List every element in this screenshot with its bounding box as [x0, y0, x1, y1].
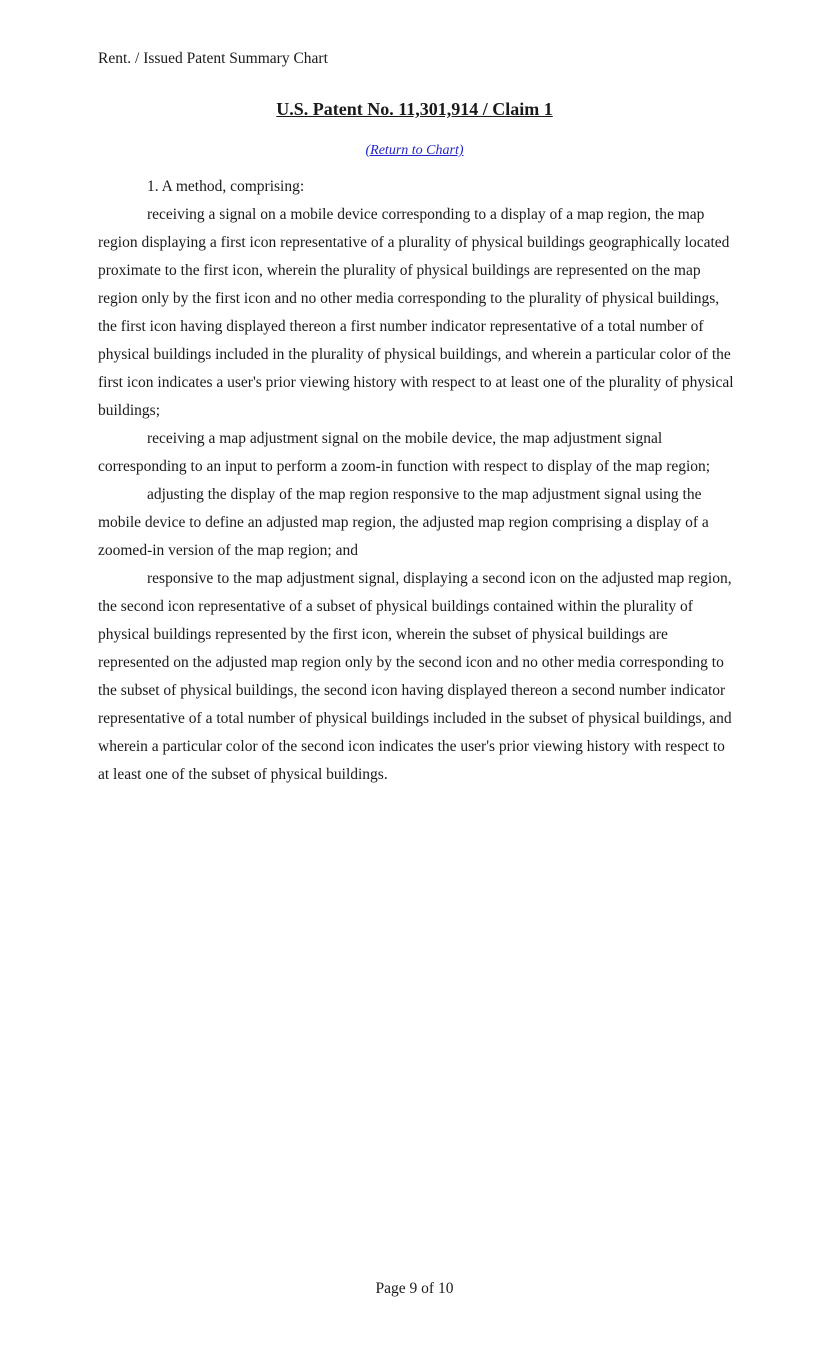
return-to-chart-link[interactable]: (Return to Chart) — [365, 143, 464, 158]
claim-element: responsive to the map adjustment signal, displaying a second icon on the adjusted map region, the second icon representative of a subset of physical buildings contained within the plurality of physical buildings represented by the first icon, wherein the subset of physical buildings are represented on the adjusted map region only by the second icon and no other media corresponding to the subset of physical buildings, the second icon having displayed thereon a second number indicator representative of a total number of physical buildings included in the subset of physical buildings, and wherein a particular color of the second icon indicates the user's prior viewing history with respect to at least one of the subset of physical buildings. — [98, 570, 732, 783]
running-header: Rent. / Issued Patent Summary Chart — [98, 50, 328, 67]
claim-element: adjusting the display of the map region responsive to the map adjustment signal using the mobile device to define an adjusted map region, the adjusted map region comprising a display of a zoomed-in version of the map region; and — [98, 486, 709, 559]
claim-text — [98, 173, 734, 789]
page-title: U.S. Patent No. 11,301,914 / Claim 1 — [276, 99, 553, 119]
page-number: Page 9 of 10 — [375, 1280, 454, 1297]
claim-element: receiving a signal on a mobile device corresponding to a display of a map region, the map region displaying a first icon representative of a plurality of physical buildings geographically located proximate to the first icon, wherein the plurality of physical buildings are represented on the map region only by the first icon and no other media corresponding to the plurality of physical buildings, the first icon having displayed thereon a first number indicator representative of a total number of physical buildings included in the plurality of physical buildings, and wherein a particular color of the first icon indicates a user's prior viewing history with respect to at least one of the plurality of physical buildings; — [98, 206, 734, 419]
claim-element: receiving a map adjustment signal on the mobile device, the map adjustment signal corresponding to an input to perform a zoom-in function with respect to display of the map region; — [98, 430, 711, 475]
claim-preamble: 1. A method, comprising: — [147, 178, 305, 195]
